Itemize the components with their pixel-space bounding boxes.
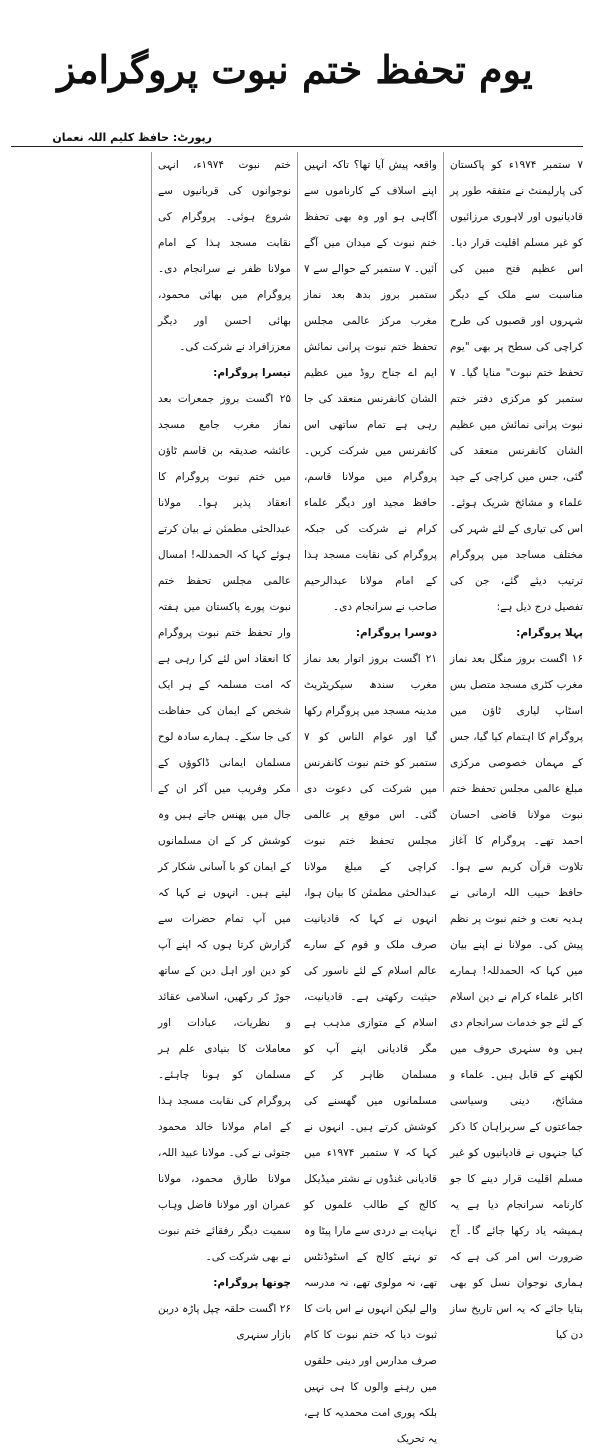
paragraph: واقعہ پیش آیا تھا؟ تاکہ انہیں اپنے اسلاف کے کارناموں سے آگاہی ہو اور وہ بھی تحفظ ختم نبوت کے میدان میں آگے آئیں۔ ۷ ستمبر کے حوالے سے ۷ ستمبر بروز بدھ بعد نماز مغرب مرکز عالمی مجلس تحفظ ختم نبوت پرانی نمائش ایم اے جناح روڈ میں عظیم الشان کانفرنس منعقد کی جا رہی ہے تمام ساتھی اس کانفرنس میں شرکت کریں۔ پروگرام میں مولانا قاسم، حافظ مجید اور دیگر علماء کرام نے شرکت کی جبکہ پروگرام کی نقابت مسجد ہذا کے امام مولانا عبدالرحیم صاحب نے سرانجام دی۔ [304,159,437,613]
column-2 [304,152,437,1445]
column-3 [158,152,291,1341]
paragraph: ۲۱ اگست بروز اتوار بعد نماز مغرب سندھ سیکریٹریٹ مدینہ مسجد میں پروگرام رکھا گیا اور عوام الناس کو ۷ ستمبر کو ختم نبوت کانفرنس میں شرکت کی دعوت دی گئی۔ اس موقع پر عالمی مجلس تحفظ ختم نبوت کراچی کے مبلغ مولانا عبدالحئی مطمئن کا بیان ہوا، انہوں نے کہا کہ قادیانیت صرف ملک و قوم کے سارے عالم اسلام کے لئے ناسور کی حیثیت رکھتی ہے۔ قادیانیت، اسلام کے متوازی مذہب ہے مگر قادیانی اپنے آپ کو مسلمان ظاہر کر کے مسلمانوں میں گھسنے کی کوشش کرتے ہیں۔ انہوں نے کہا کہ ۷ ستمبر ۱۹۷۴ء میں قادیانی غنڈوں نے نشتر میڈیکل کالج کے طالب علموں کو نہایت بے دردی سے مارا پیٹا وہ تو نہتے کالج کے اسٹوڈنٹس تھے، نہ مولوی تھے، نہ مدرسہ والے لیکن انہوں نے اس بات کا ثبوت دیا کہ ختم نبوت کا کام صرف مدارس اور دینی حلقوں میں رہنے والوں کا ہی نہیں بلکہ پوری امت محمدیہ کا ہے، یہ تحریک [304,653,437,1445]
section-subheading: چوتھا پروگرام: [213,1277,291,1289]
column-divider [443,152,444,792]
paragraph: ۲۶ اگست حلقہ چپل پاڑہ دربن بازار سنہری [158,1303,291,1341]
paragraph: ختم نبوت ۱۹۷۴ء، انہی نوجوانوں کی قربانیوں سے شروع ہوئی۔ پروگرام کی نقابت مسجد ہذا کے امام مولانا ظفر نے سرانجام دی۔ پروگرام میں بھائی محمود، بھائی احسن اور دیگر معززافراد نے شرکت کی۔ [158,159,291,353]
section-subheading: تیسرا پروگرام: [213,367,291,379]
page-title: یوم تحفظ ختم نبوت پروگرامز [57,47,533,92]
section-subheading: دوسرا پروگرام: [355,627,437,639]
paragraph: ۲۵ اگست بروز جمعرات بعد نماز مغرب جامع مسجد عائشہ صدیقہ بن قاسم ٹاؤن میں ختم نبوت پروگرام کا انعقاد پذیر ہوا۔ مولانا عبدالحئی مطمئن نے بیان کرتے ہوئے کہا کہ الحمدللہ! امسال عالمی مجلس تحفظ ختم نبوت پورے پاکستان میں ہفتہ وار تحفظ ختم نبوت پروگرام کا انعقاد اس لئے کرا رہی ہے کہ امت مسلمہ کے ہر ایک شخص کے ایمان کی حفاظت کی جا سکے۔ ہمارے سادہ لوح مسلمان ایمانی ڈاکوؤں کے مکر وفریب میں آکر ان کے جال میں پھنس جاتے ہیں وہ کوشش کر کے ان مسلمانوں کے ایمان کو با آسانی شکار کر لیتے ہیں۔ انہوں نے کہا کہ میں آپ تمام حضرات سے گزارش کرتا ہوں کہ اپنے آپ کو دین اور اہل دین کے ساتھ جوڑ کر رکھیں، اسلامی عقائد و نظریات، عبادات اور معاملات کا بنیادی علم ہر مسلمان کو ہونا چاہئے۔ پروگرام کی نقابت مسجد ہذا کے امام مولانا خالد محمود جتوئی نے کی۔ مولانا عبید اللہ، مولانا طارق محمود، مولانا عمران اور مولانا فاضل وہاب سمیت دیگر رفقائے ختم نبوت نے بھی شرکت کی۔ [158,393,291,1263]
title-divider [11,146,583,147]
paragraph: ۷ ستمبر ۱۹۷۴ء کو پاکستان کی پارلیمنٹ نے متفقہ طور پر قادیانیوں اور لاہوری مرزائیوں کو غیر مسلم اقلیت قرار دیا۔ اس عظیم فتح مبین کی مناسبت سے ملک کے دیگر شہروں اور قصبوں کی طرح کراچی کی سطح پر بھی "یوم تحفظ ختم نبوت" منایا گیا۔ ۷ ستمبر کو مرکزی دفتر ختم نبوت پرانی نمائش میں عظیم الشان کانفرنس منعقد کی گئی، جس میں کراچی کے جید علماء و مشائخ شریک ہوئے۔ اس کی تیاری کے لئے شہر کی مختلف مساجد میں پروگرام ترتیب دیئے گئے، جن کی تفصیل درج ذیل ہے: [450,159,583,613]
column-divider [297,152,298,792]
byline: رپورٹ: حافظ کلیم اللہ نعمان [52,131,212,144]
column-1 [450,152,583,1341]
column-divider [151,152,152,792]
paragraph: ۱۶ اگست بروز منگل بعد نماز مغرب کٹری مسجد متصل بس اسٹاپ لیاری ٹاؤن میں پروگرام کا اہتمام کیا گیا، جس کے مہمان خصوصی مرکزی مبلغ عالمی مجلس تحفظ ختم نبوت مولانا قاضی احسان احمد تھے۔ پروگرام کا آغاز تلاوت قرآن کریم سے ہوا۔ حافظ حبیب اللہ ارمانی نے ہدیہ نعت و ختم نبوت پر نظم پیش کی۔ مولانا نے اپنے بیان میں کہا کہ الحمدللہ! ہمارے اکابر علماء کرام نے دین اسلام کے لئے جو خدمات سرانجام دی ہیں وہ سنہری حروف میں لکھنے کے قابل ہیں۔ علماء و مشائخ، دینی وسیاسی جماعتوں کے سربراہان کا ذکر کیا جنہوں نے قادیانیوں کو غیر مسلم اقلیت قرار دینے کا جو کارنامہ سرانجام دیا ہے یہ ہمیشہ یاد رکھا جائے گا۔ آج ضرورت اس امر کی ہے کہ ہماری نوجوان نسل کو بھی بتایا جائے کہ یہ اس تاریخ ساز دن کیا [450,653,583,1341]
article-body [11,152,583,1445]
column-4 [12,152,145,792]
section-subheading: پہلا پروگرام: [516,627,583,639]
